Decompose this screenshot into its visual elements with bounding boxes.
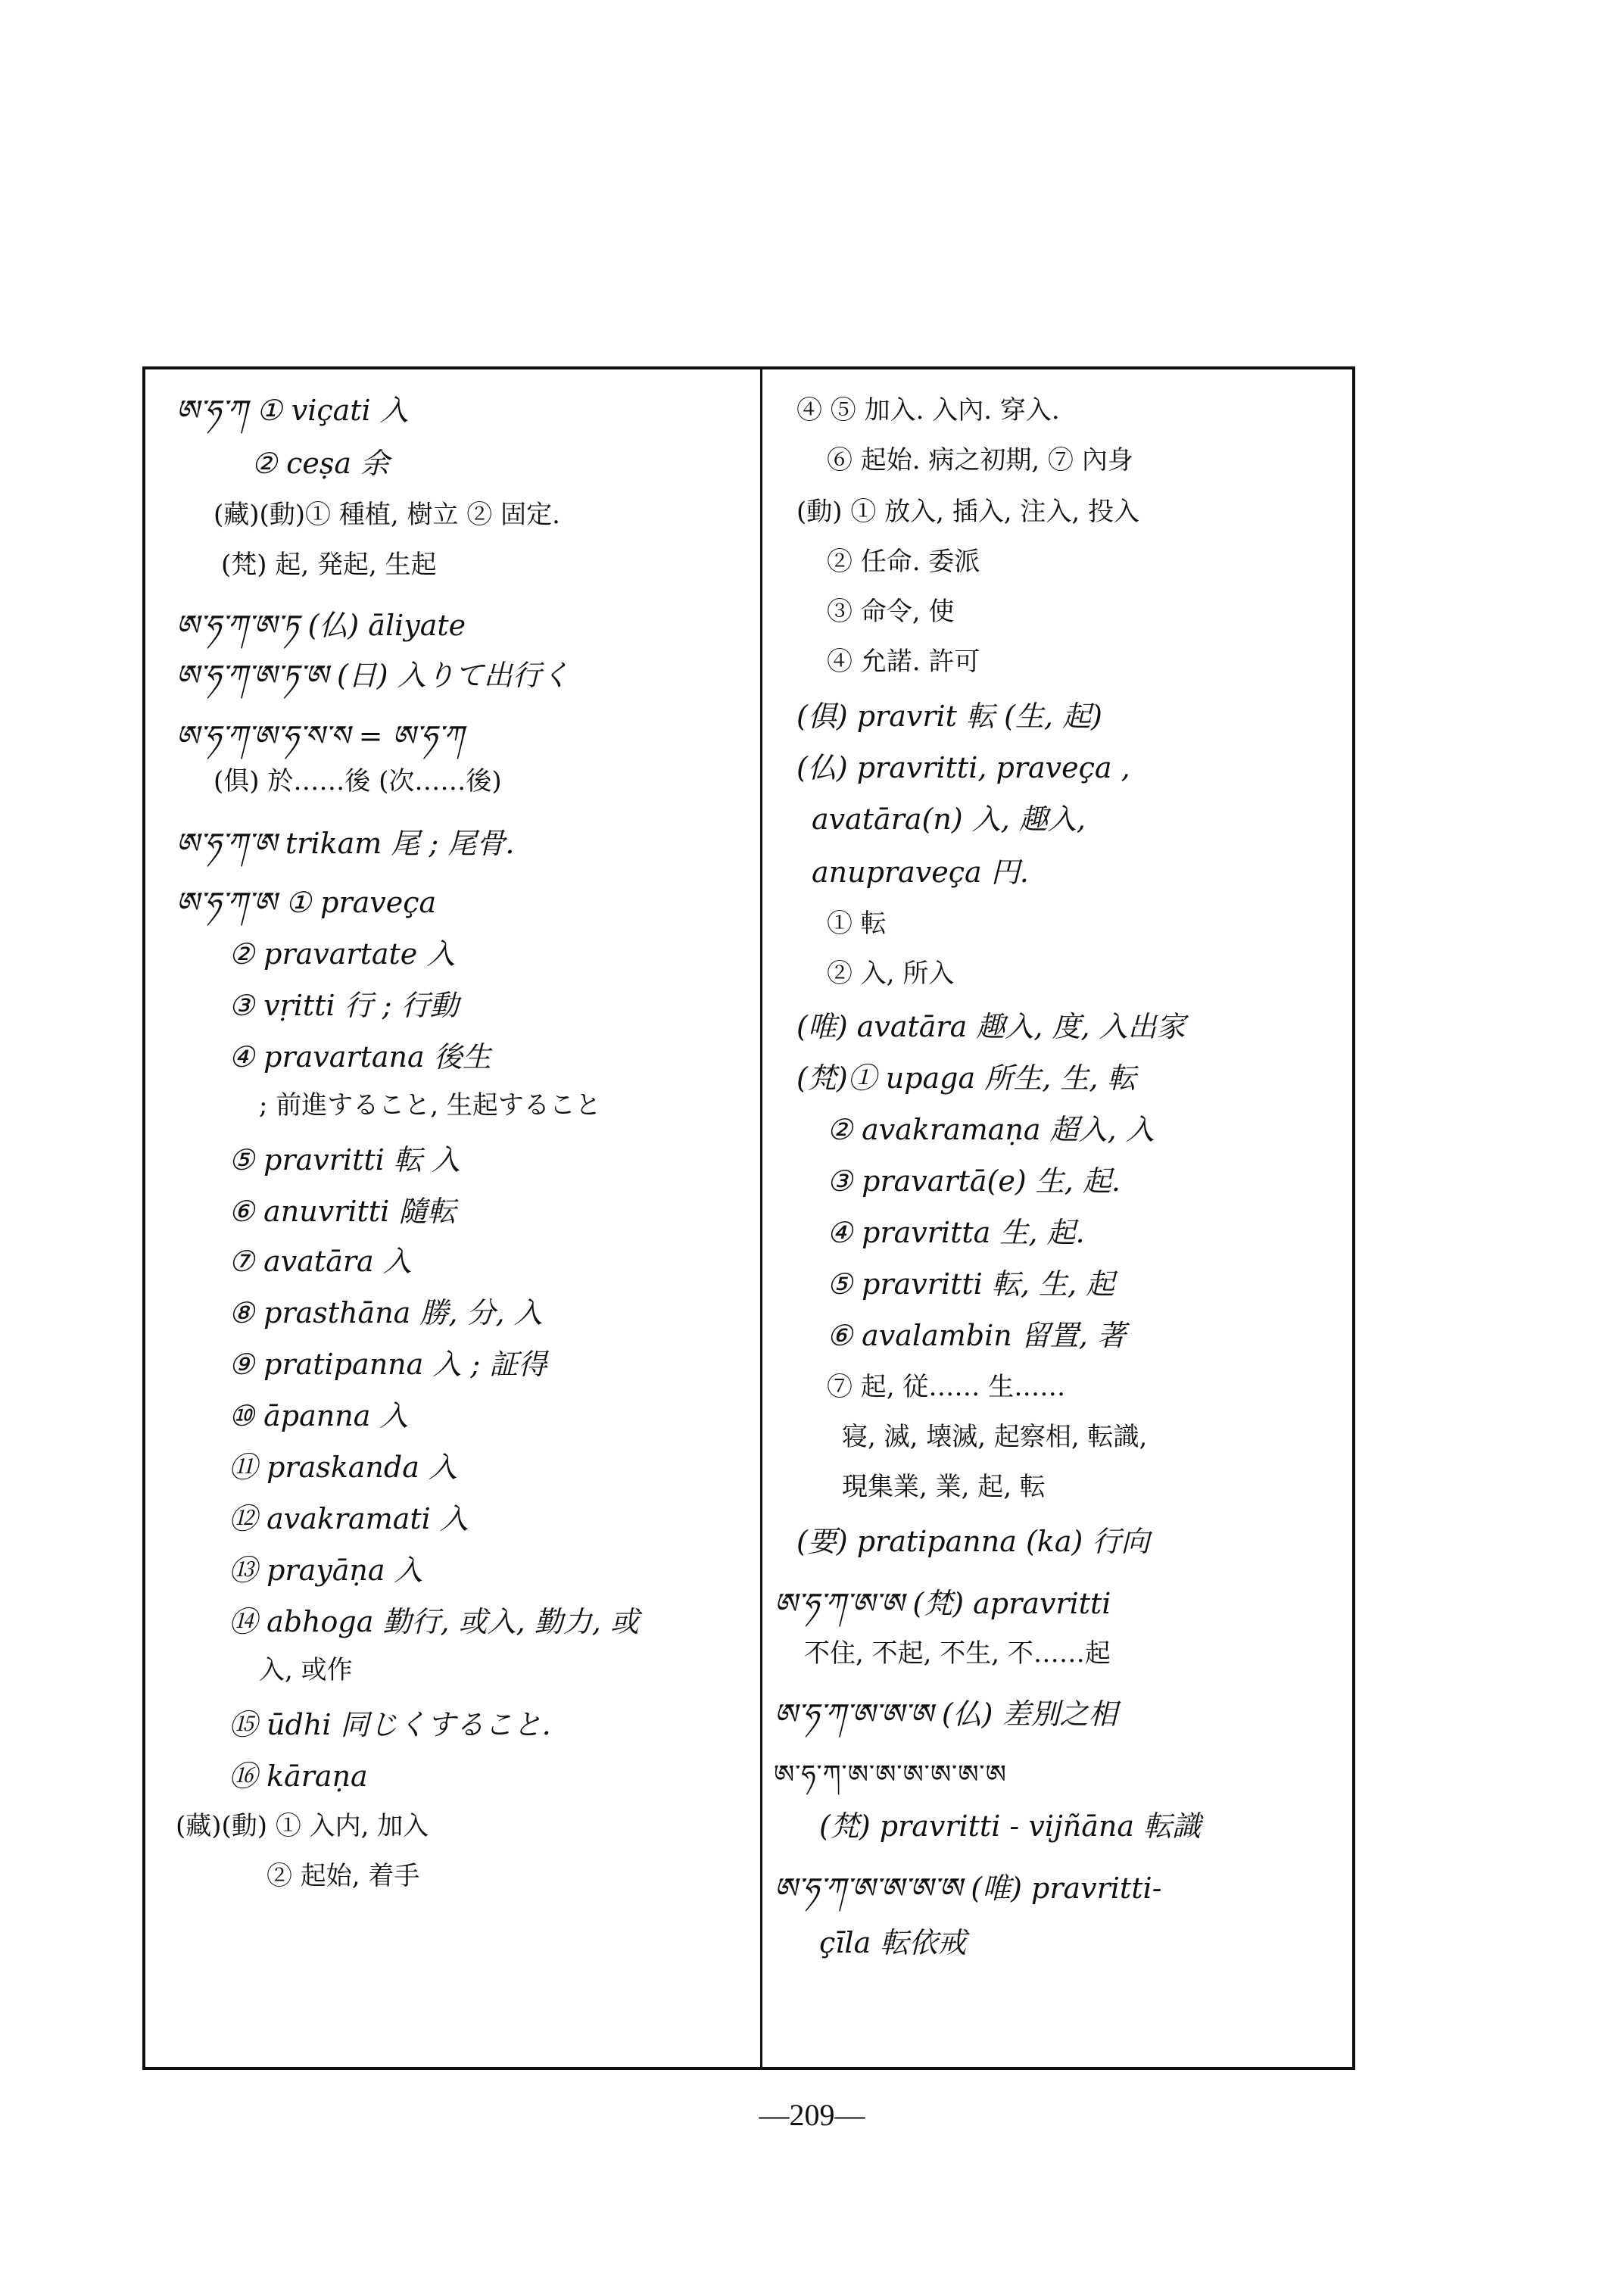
dictionary-line: (梵) pravritti - vijñāna 転識 — [819, 1809, 1202, 1843]
dictionary-line: ⑮ ūdhi 同じくすること. — [229, 1708, 551, 1741]
dictionary-line: ཨ་ཧ་ཀ་ཨ་ཧ་ས་ས = ཨ་ཧ་ཀ — [176, 719, 464, 753]
dictionary-line: ཨ་ཧ་ཀ་ཨ trikam 尾 ; 尾骨. — [176, 827, 515, 860]
dictionary-line: ⑦ avatāra 入 — [229, 1245, 412, 1278]
dictionary-line: ⑪ praskanda 入 — [229, 1451, 457, 1484]
dictionary-line: 不住, 不起, 不生, 不……起 — [804, 1638, 1111, 1669]
dictionary-line: ② ceṣa 余 — [251, 447, 390, 480]
dictionary-line: (梵)① upaga 所生, 生, 転 — [796, 1061, 1136, 1095]
dictionary-line: (藏)(動)① 種植, 樹立 ② 固定. — [214, 500, 560, 530]
dictionary-line: (俱) 於……後 (次……後) — [214, 766, 502, 796]
dictionary-line: ④ 允諾. 許可 — [827, 647, 980, 677]
dictionary-line: ཨ་ཧ་ཀ་ཨ་ཏ་ཨ (日) 入りて出行く — [176, 659, 570, 692]
dictionary-line: ⑨ pratipanna 入 ; 証得 — [229, 1348, 547, 1381]
dictionary-line: çīla 転依戒 — [819, 1926, 967, 1959]
page-number: —209— — [759, 2098, 865, 2132]
dictionary-line: ③ vṛitti 行 ; 行動 — [229, 989, 459, 1022]
dictionary-line: ⑬ prayāṇa 入 — [229, 1554, 423, 1587]
dictionary-line: ③ pravartā(e) 生, 起. — [827, 1164, 1121, 1198]
column-divider — [760, 369, 762, 2067]
dictionary-line: (梵) 起, 発起, 生起 — [221, 550, 437, 580]
dictionary-line: ② 起始, 着手 — [267, 1861, 420, 1891]
dictionary-line: ཨ་ཧ་ཀ་ཨ་ཨ་ཨ་ཨ་ཨ་ཨ — [774, 1759, 1007, 1790]
dictionary-line: ① 転 — [827, 909, 887, 939]
dictionary-line: ④ ⑤ 加入. 入內. 穿入. — [796, 395, 1060, 425]
dictionary-line: ⑯ kāraṇa — [229, 1759, 368, 1793]
dictionary-line: (動) ① 放入, 插入, 注入, 投入 — [796, 497, 1139, 527]
dictionary-line: ② 任命. 委派 — [827, 547, 980, 577]
dictionary-line: ⑦ 起, 従…… 生…… — [827, 1372, 1066, 1402]
dictionary-line: ⑭ abhoga 勤行, 或入, 勤力, 或 — [229, 1605, 639, 1638]
dictionary-line: (仏) pravritti, praveça , — [796, 751, 1130, 784]
dictionary-frame — [142, 366, 1355, 2070]
dictionary-line: ⑧ prasthāna 勝, 分, 入 — [229, 1296, 543, 1329]
dictionary-line: avatāra(n) 入, 趣入, — [812, 803, 1086, 836]
dictionary-line: 寝, 滅, 壊滅, 起察相, 転識, — [842, 1422, 1148, 1452]
dictionary-line: (要) pratipanna (ka) 行向 — [796, 1525, 1150, 1558]
dictionary-line: anupraveça 円. — [812, 856, 1029, 889]
dictionary-line: ཨ་ཧ་ཀ་ཨ་ཨ་ཨ (仏) 差別之相 — [774, 1697, 1117, 1731]
dictionary-line: ⑫ avakramati 入 — [229, 1502, 469, 1535]
dictionary-line: 現集業, 業, 起, 転 — [842, 1472, 1046, 1502]
dictionary-line: ཨ་ཧ་ཀ ① viçati 入 — [176, 394, 409, 427]
dictionary-line: ② avakramaṇa 超入, 入 — [827, 1113, 1155, 1146]
dictionary-line: ② pravartate 入 — [229, 937, 456, 971]
dictionary-line: ⑥ avalambin 留置, 著 — [827, 1319, 1126, 1352]
dictionary-line: ; 前進すること, 生起すること — [259, 1090, 601, 1121]
dictionary-line: ཨ་ཧ་ཀ་ཨ་ཏ (仏) āliyate — [176, 609, 466, 642]
dictionary-line: ⑥ anuvritti 隨転 — [229, 1195, 457, 1228]
dictionary-line: ཨ་ཧ་ཀ་ཨ་ཨ (梵) apravritti — [774, 1587, 1111, 1620]
dictionary-line: 入, 或作 — [259, 1655, 353, 1685]
dictionary-line: ⑤ pravritti 転 入 — [229, 1143, 460, 1177]
dictionary-line: (唯) avatāra 趣入, 度, 入出家 — [796, 1010, 1186, 1043]
dictionary-line: ཨ་ཧ་ཀ་ཨ་ཨ་ཨ་ཨ (唯) pravritti- — [774, 1872, 1162, 1905]
dictionary-line: ③ 命令, 使 — [827, 597, 955, 627]
dictionary-line: (俱) pravrit 転 (生, 起) — [796, 700, 1102, 733]
dictionary-line: (藏)(動) ① 入内, 加入 — [176, 1811, 429, 1841]
dictionary-line: ⑩ āpanna 入 — [229, 1399, 409, 1432]
dictionary-line: ④ pravritta 生, 起. — [827, 1216, 1085, 1249]
dictionary-line: ④ pravartana 後生 — [229, 1040, 491, 1074]
dictionary-line: ⑤ pravritti 転, 生, 起 — [827, 1267, 1115, 1301]
dictionary-line: ⑥ 起始. 病之初期, ⑦ 內身 — [827, 445, 1133, 475]
dictionary-line: ཨ་ཧ་ཀ་ཨ ① praveça — [176, 886, 437, 919]
dictionary-line: ② 入, 所入 — [827, 958, 955, 989]
